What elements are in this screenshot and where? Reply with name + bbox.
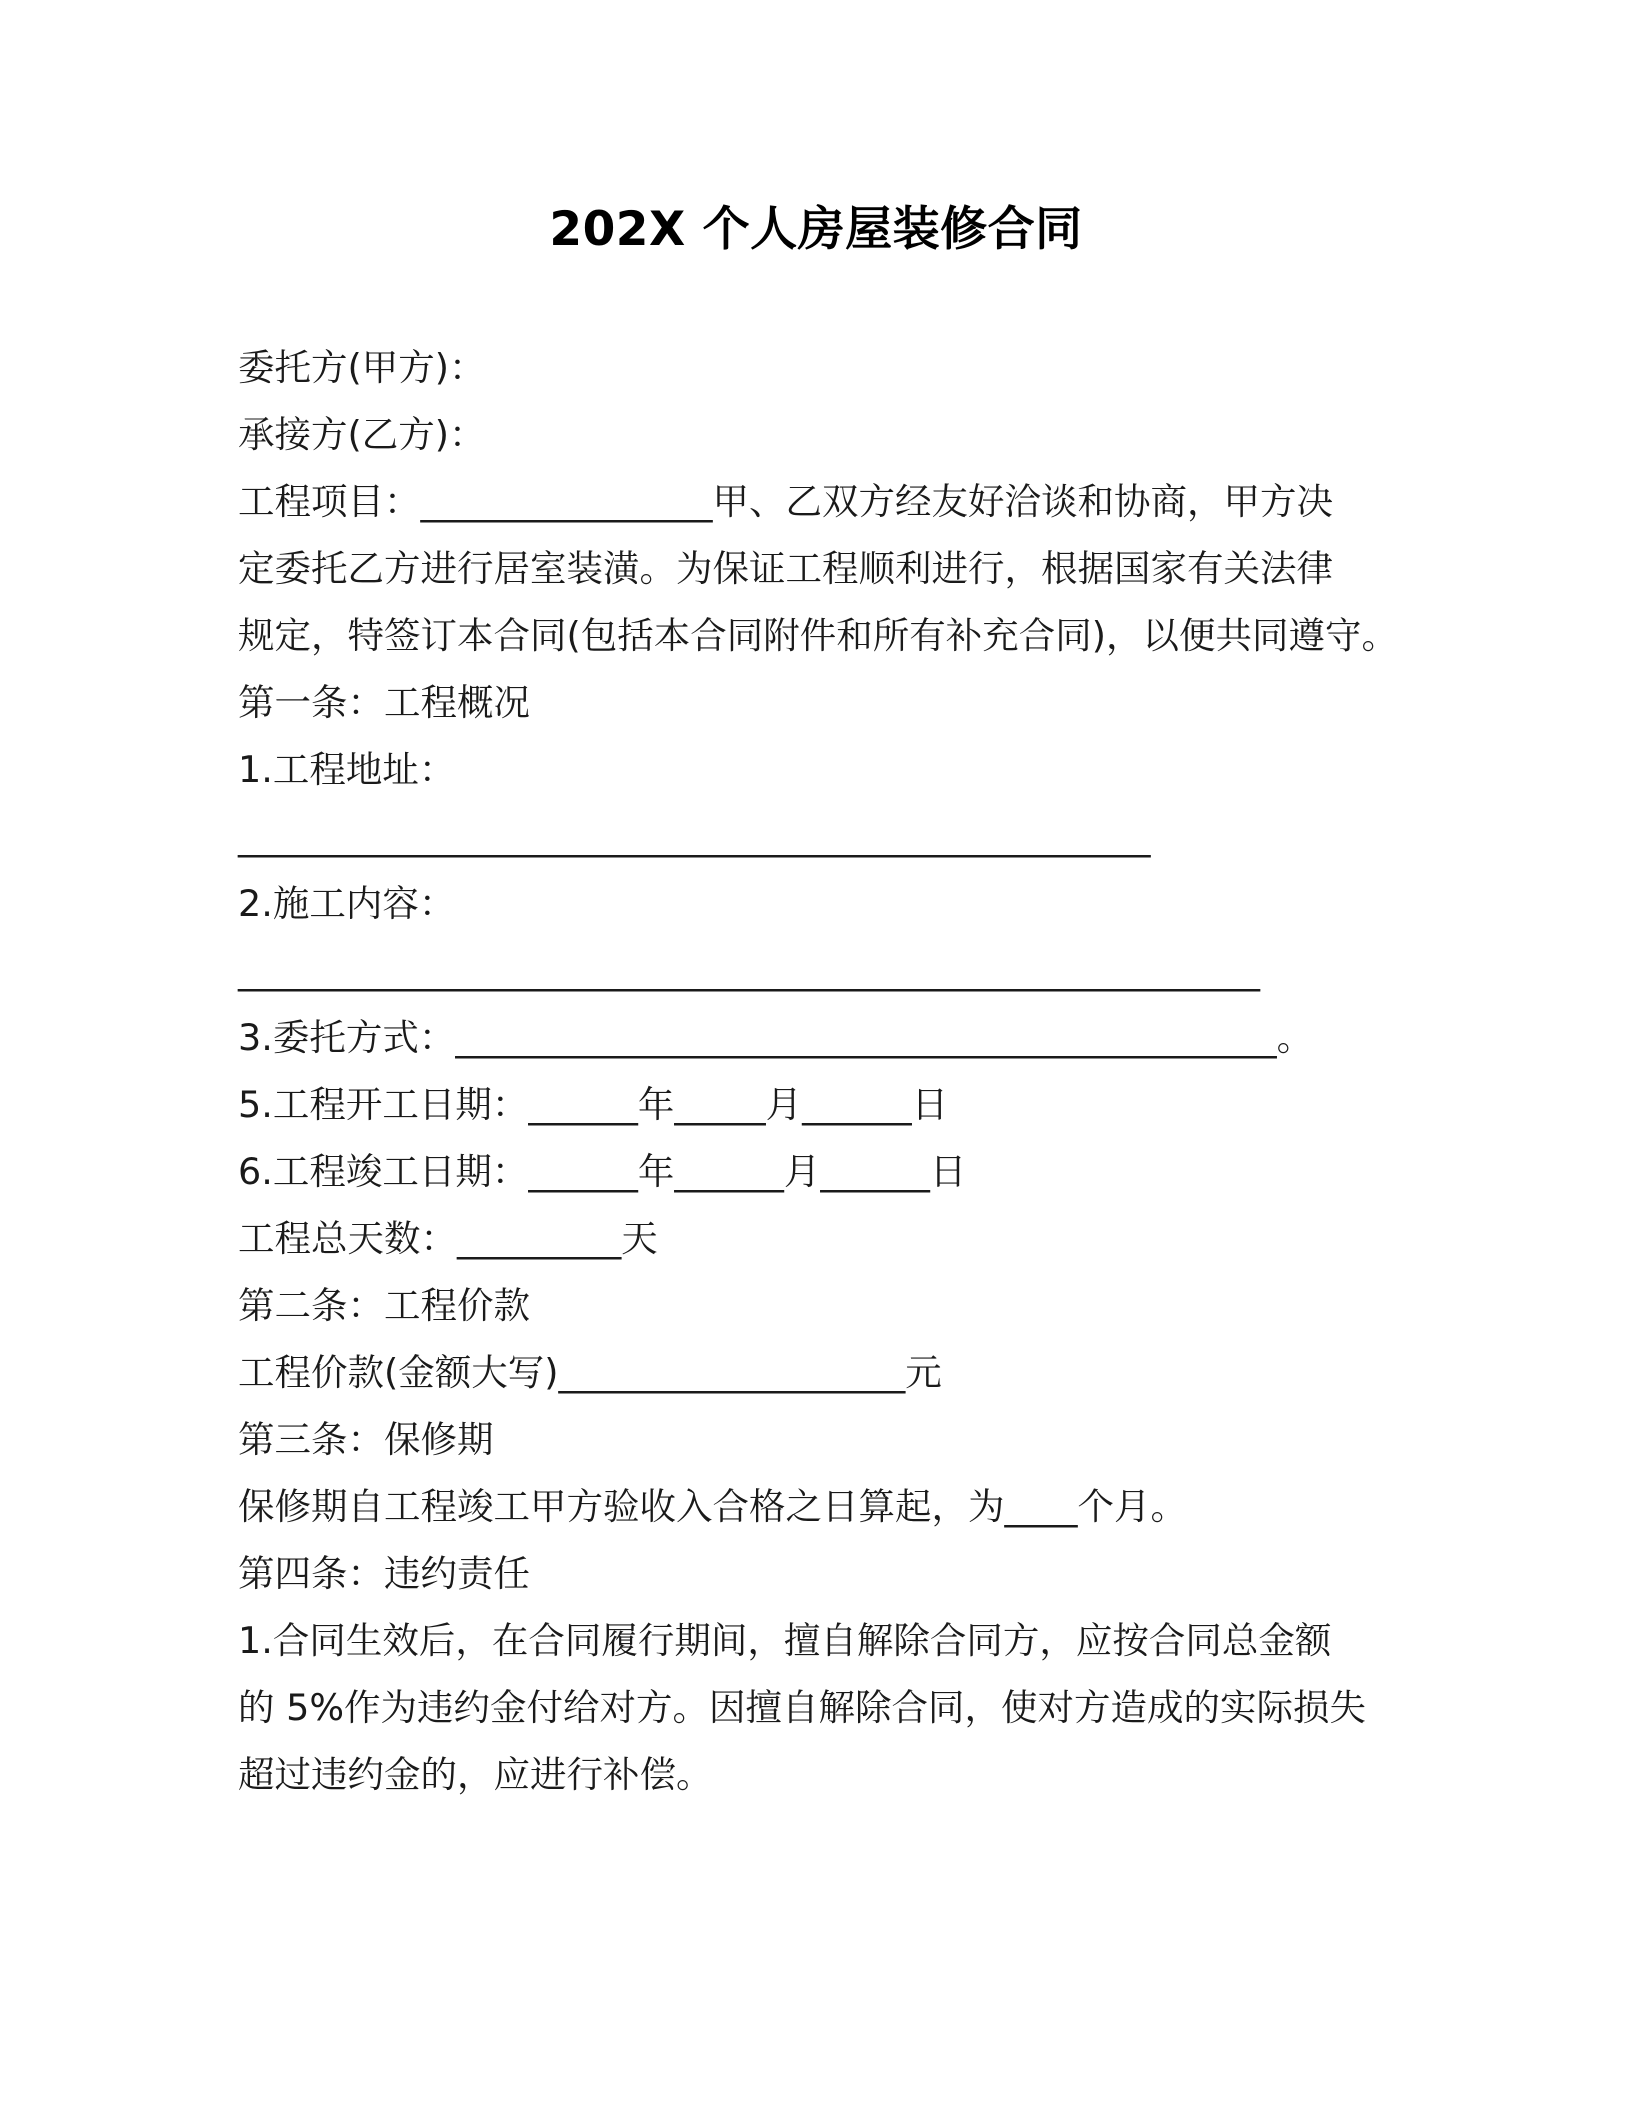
party-a-line: 委托方(甲方)： (238, 346, 486, 389)
completion-date-line: 6.工程竣工日期：______年______月______日 (238, 1150, 967, 1193)
project-address-blank: __________________________________________________ (238, 815, 1151, 858)
liability-paragraph-line: 1.合同生效后，在合同履行期间，擅自解除合同方，应按合同总金额 (238, 1619, 1332, 1662)
contract-body (238, 334, 1438, 1808)
construction-content-blank: ________________________________________________________ (238, 949, 1260, 992)
article-4-heading: 第四条：违约责任 (238, 1552, 530, 1595)
commission-method-line: 3.委托方式：_____________________________________________。 (238, 1016, 1314, 1059)
document-title: 202X 个人房屋装修合同 (549, 202, 1083, 257)
construction-content-label: 2.施工内容： (238, 882, 456, 925)
liability-paragraph-line: 的 5%作为违约金付给对方。因擅自解除合同，使对方造成的实际损失 (238, 1686, 1367, 1729)
intro-paragraph-line: 定委托乙方进行居室装潢。为保证工程顺利进行，根据国家有关法律 (238, 547, 1333, 590)
project-address-label: 1.工程地址： (238, 748, 456, 791)
liability-paragraph-line: 超过违约金的，应进行补偿。 (238, 1753, 713, 1796)
total-days-line: 工程总天数：_________天 (238, 1217, 658, 1260)
project-line: 工程项目：________________甲、乙双方经友好洽谈和协商，甲方决 (238, 480, 1333, 523)
project-price-line: 工程价款(金额大写)___________________元 (238, 1351, 942, 1394)
article-2-heading: 第二条：工程价款 (238, 1284, 530, 1327)
warranty-line: 保修期自工程竣工甲方验收入合格之日算起，为____个月。 (238, 1485, 1187, 1528)
article-3-heading: 第三条：保修期 (238, 1418, 494, 1461)
intro-paragraph-line: 规定，特签订本合同(包括本合同附件和所有补充合同)，以便共同遵守。 (238, 614, 1398, 657)
party-b-line: 承接方(乙方)： (238, 413, 486, 456)
article-1-heading: 第一条：工程概况 (238, 681, 530, 724)
start-date-line: 5.工程开工日期：______年_____月______日 (238, 1083, 949, 1126)
